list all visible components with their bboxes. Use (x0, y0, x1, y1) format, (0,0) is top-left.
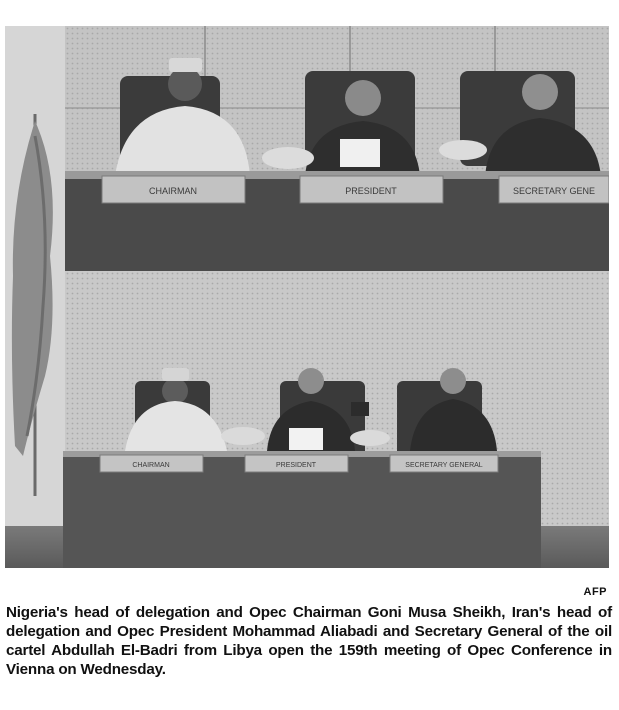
screen-label-secretary-general: SECRETARY GENE (512, 186, 596, 196)
desk-flag (351, 402, 369, 416)
desk-label-president: PRESIDENT (275, 462, 317, 469)
photo-credit: AFP (583, 586, 607, 598)
photo-scene (5, 26, 609, 568)
photo-caption: Nigeria's head of delegation and Opec Chairman Goni Musa Sheikh, Iran's head of delegation and Opec President Mohammad Aliabadi and Secretary General of the oil cartel Abdullah El-Badri from Libya open the 159th meeting of Opec Conference in Vienna on Wednesday. (6, 604, 612, 678)
news-photo (5, 26, 609, 568)
flowers-right (350, 430, 390, 446)
desk-label-secretary-general: SECRETARY GENERAL (405, 462, 483, 469)
conference-desk (63, 451, 541, 568)
screen-label-chairman: CHAIRMAN (148, 186, 198, 196)
desk-label-chairman: CHAIRMAN (132, 462, 170, 469)
video-wall (65, 26, 609, 271)
screen-label-president: PRESIDENT (345, 186, 397, 196)
flowers-left (221, 427, 265, 445)
